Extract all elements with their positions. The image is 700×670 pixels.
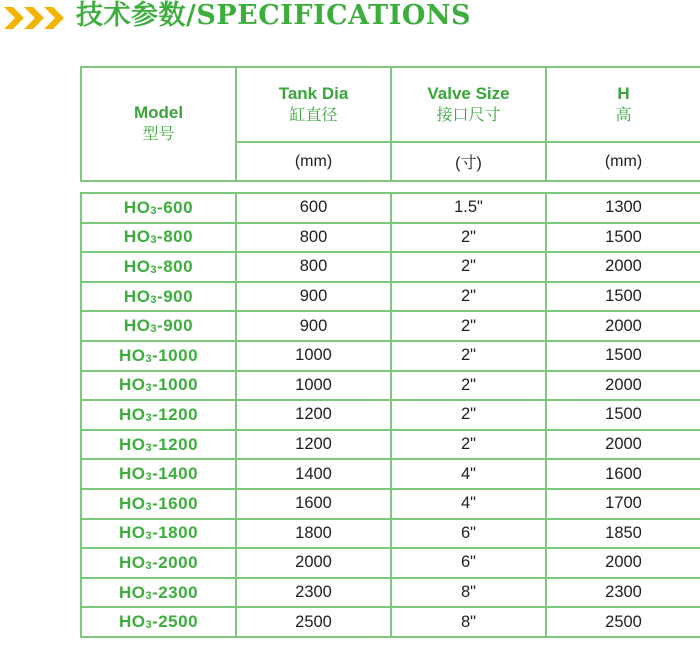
model-number: -900 <box>157 286 194 306</box>
model-prefix: HO <box>118 582 146 602</box>
height-header-en: H <box>617 83 630 103</box>
title-bar <box>0 0 700 36</box>
tank-dia-header-en: Tank Dia <box>278 83 349 103</box>
model-subscript: 3 <box>150 323 158 336</box>
model-prefix: HO <box>118 493 146 513</box>
model-prefix: HO <box>118 345 146 365</box>
tank-dia-cell: 1200 <box>236 400 391 430</box>
model-subscript: 3 <box>150 293 158 306</box>
model-subscript: 3 <box>145 411 153 424</box>
tank-dia-cell: 1800 <box>236 519 391 549</box>
model-cell <box>81 341 236 371</box>
tank-dia-cell: 800 <box>236 223 391 253</box>
valve-size-cell: 2" <box>391 223 546 253</box>
valve-size-cell: 1.5" <box>391 193 546 223</box>
model-subscript: 3 <box>145 619 153 632</box>
model-header-en: Model <box>133 103 184 122</box>
tank-dia-unit: (mm) <box>236 142 391 181</box>
height-cell: 2000 <box>546 548 700 578</box>
tank-dia-cell: 2300 <box>236 578 391 608</box>
height-unit: (mm) <box>546 142 700 181</box>
model-subscript: 3 <box>145 352 153 365</box>
height-header <box>546 67 700 142</box>
model-number: -2300 <box>152 582 199 602</box>
height-cell: 1600 <box>546 459 700 489</box>
model-cell <box>81 519 236 549</box>
model-cell <box>81 311 236 341</box>
model-cell <box>81 282 236 312</box>
model-cell <box>81 400 236 430</box>
valve-size-cell: 2" <box>391 311 546 341</box>
model-prefix: HO <box>118 434 146 454</box>
model-header <box>81 67 236 181</box>
model-subscript: 3 <box>145 530 153 543</box>
model-number: -1000 <box>152 375 199 395</box>
tank-dia-cell: 1000 <box>236 371 391 401</box>
table-row <box>81 578 700 608</box>
model-number: -1800 <box>152 523 199 543</box>
table-row <box>81 311 700 341</box>
table-row <box>81 400 700 430</box>
valve-size-cell: 6" <box>391 548 546 578</box>
model-subscript: 3 <box>145 382 153 395</box>
table-row <box>81 193 700 223</box>
tank-dia-header-cn: 缸直径 <box>289 106 338 124</box>
tank-dia-cell: 1600 <box>236 489 391 519</box>
model-number: -2000 <box>152 552 199 572</box>
model-header-cn: 型号 <box>142 126 175 143</box>
table-row <box>81 282 700 312</box>
height-cell: 2500 <box>546 607 700 637</box>
page-title: 技术参数/SPECIFICATIONS <box>76 0 472 31</box>
table-row <box>81 341 700 371</box>
model-prefix: HO <box>123 286 151 306</box>
valve-size-cell: 2" <box>391 371 546 401</box>
model-number: -800 <box>157 256 194 276</box>
model-subscript: 3 <box>150 263 158 276</box>
model-subscript: 3 <box>145 441 153 454</box>
height-header-cn: 高 <box>615 106 632 124</box>
model-cell <box>81 607 236 637</box>
valve-size-cell: 2" <box>391 430 546 460</box>
valve-size-header-en: Valve Size <box>427 83 510 103</box>
height-cell: 1700 <box>546 489 700 519</box>
table-row <box>81 223 700 253</box>
valve-size-cell: 4" <box>391 459 546 489</box>
model-subscript: 3 <box>145 559 153 572</box>
height-cell: 1500 <box>546 223 700 253</box>
table-row <box>81 607 700 637</box>
model-prefix: HO <box>118 612 146 632</box>
height-cell: 1300 <box>546 193 700 223</box>
model-prefix: HO <box>123 316 151 336</box>
valve-size-cell: 6" <box>391 519 546 549</box>
model-cell <box>81 459 236 489</box>
header-spacer <box>81 181 700 193</box>
valve-size-cell: 2" <box>391 341 546 371</box>
model-number: -900 <box>157 316 194 336</box>
model-number: -1000 <box>152 345 199 365</box>
model-number: -1200 <box>152 434 199 454</box>
model-number: -800 <box>157 227 194 247</box>
valve-size-cell: 8" <box>391 578 546 608</box>
height-cell: 2000 <box>546 252 700 282</box>
tank-dia-cell: 800 <box>236 252 391 282</box>
model-subscript: 3 <box>150 234 158 247</box>
model-prefix: HO <box>118 404 146 424</box>
valve-size-unit: (寸) <box>391 142 546 181</box>
model-prefix: HO <box>118 375 146 395</box>
valve-size-cell: 4" <box>391 489 546 519</box>
specifications-table <box>80 66 700 638</box>
model-prefix: HO <box>118 464 146 484</box>
model-cell <box>81 193 236 223</box>
height-cell: 2000 <box>546 371 700 401</box>
model-subscript: 3 <box>145 500 153 513</box>
model-number: -1200 <box>152 404 199 424</box>
tank-dia-cell: 2500 <box>236 607 391 637</box>
table-row <box>81 252 700 282</box>
model-cell <box>81 430 236 460</box>
height-cell: 1500 <box>546 341 700 371</box>
model-number: -2500 <box>152 612 199 632</box>
tank-dia-cell: 1000 <box>236 341 391 371</box>
table-row <box>81 430 700 460</box>
model-prefix: HO <box>123 227 151 247</box>
height-cell: 1500 <box>546 400 700 430</box>
tank-dia-cell: 2000 <box>236 548 391 578</box>
table-row <box>81 459 700 489</box>
height-cell: 1500 <box>546 282 700 312</box>
model-cell <box>81 578 236 608</box>
model-cell <box>81 252 236 282</box>
height-cell: 2300 <box>546 578 700 608</box>
model-subscript: 3 <box>150 204 158 217</box>
model-subscript: 3 <box>145 471 153 484</box>
valve-size-cell: 2" <box>391 400 546 430</box>
table-row <box>81 489 700 519</box>
valve-size-cell: 2" <box>391 252 546 282</box>
table-row <box>81 371 700 401</box>
model-cell <box>81 548 236 578</box>
model-number: -1400 <box>152 464 199 484</box>
valve-size-cell: 8" <box>391 607 546 637</box>
model-cell <box>81 371 236 401</box>
model-cell <box>81 489 236 519</box>
valve-size-header-cn: 接口尺寸 <box>436 106 501 124</box>
model-cell <box>81 223 236 253</box>
model-subscript: 3 <box>145 589 153 602</box>
tank-dia-header <box>236 67 391 142</box>
height-cell: 2000 <box>546 430 700 460</box>
table-row <box>81 548 700 578</box>
model-prefix: HO <box>123 197 151 217</box>
model-prefix: HO <box>118 552 146 572</box>
valve-size-cell: 2" <box>391 282 546 312</box>
table-row <box>81 519 700 549</box>
model-prefix: HO <box>118 523 146 543</box>
tank-dia-cell: 600 <box>236 193 391 223</box>
model-prefix: HO <box>123 256 151 276</box>
height-cell: 1850 <box>546 519 700 549</box>
tank-dia-cell: 900 <box>236 282 391 312</box>
valve-size-header <box>391 67 546 142</box>
model-number: -1600 <box>152 493 199 513</box>
tank-dia-cell: 1400 <box>236 459 391 489</box>
model-number: -600 <box>157 197 194 217</box>
height-cell: 2000 <box>546 311 700 341</box>
tank-dia-cell: 1200 <box>236 430 391 460</box>
chevron-arrows-icon <box>4 7 66 29</box>
tank-dia-cell: 900 <box>236 311 391 341</box>
